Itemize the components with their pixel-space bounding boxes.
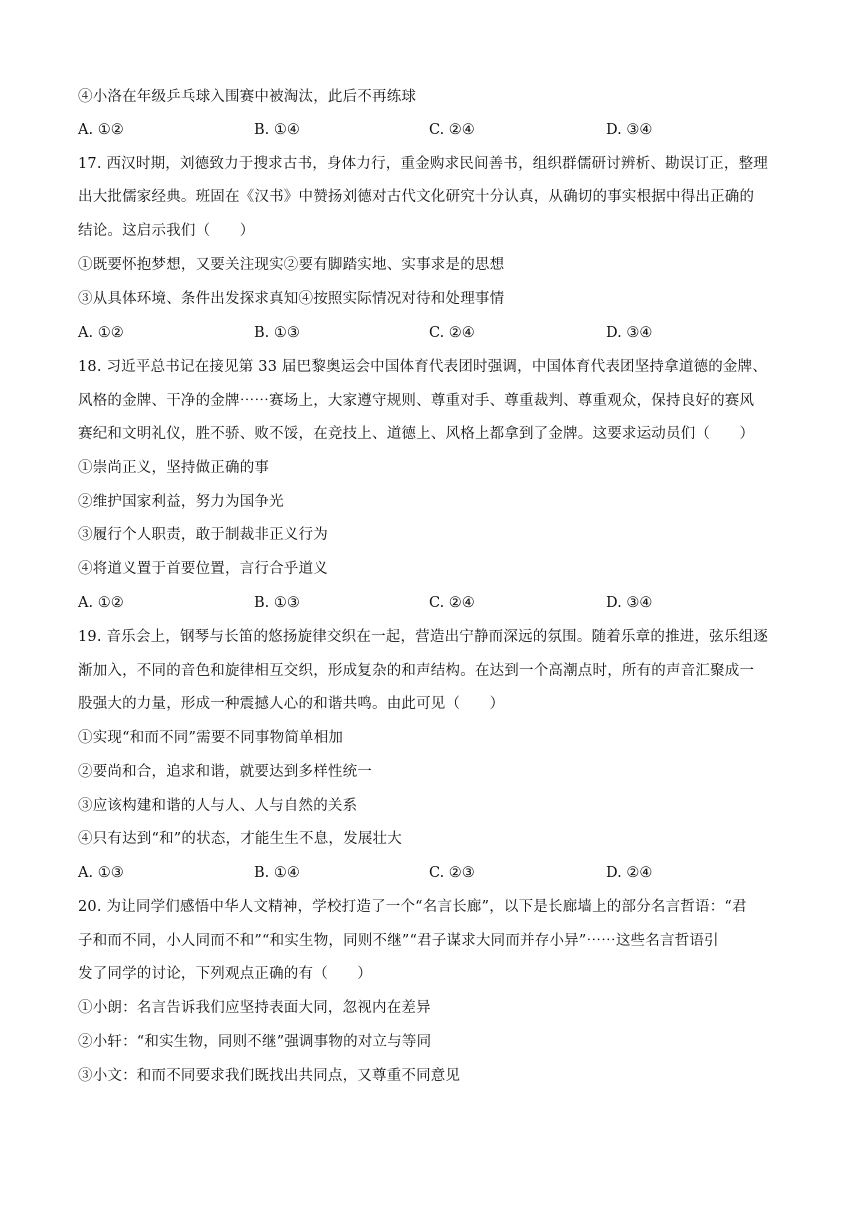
- q17-stem-line-1: 17. 西汉时期，刘德致力于搜求古书，身体力行，重金购求民间善书，组织群儒研讨辨析、勘误订正，整理: [78, 156, 768, 172]
- q19-option-b: B. ①④: [254, 865, 300, 881]
- q16-option-d: D. ③④: [606, 122, 653, 138]
- q17-statements-3-4: ③从具体环境、条件出发探求真知④按照实际情况对待和处理事情: [78, 291, 505, 307]
- q18-stem-line-1: 18. 习近平总书记在接见第 33 届巴黎奥运会中国体育代表团时强调，中国体育代表团坚持拿道德的金牌、: [78, 359, 768, 375]
- q20-statement-1: ①小朗：名言告诉我们应坚持表面大同，忽视内在差异: [78, 1000, 431, 1016]
- q18-statement-2: ②维护国家利益，努力为国争光: [78, 494, 284, 510]
- q19-statement-2: ②要尚和合，追求和谐，就要达到多样性统一: [78, 764, 372, 780]
- q16-options: [78, 120, 798, 140]
- q17-stem-line-3: 结论。这启示我们（ ）: [78, 223, 255, 239]
- q18-options: [78, 593, 798, 613]
- q19-options: [78, 863, 798, 883]
- q17-option-a: A. ①②: [78, 325, 124, 341]
- q19-stem-line-3: 股强大的力量，形成一种震撼人心的和谐共鸣。由此可见（ ）: [78, 696, 505, 712]
- q18-option-d: D. ③④: [606, 595, 653, 611]
- q16-option-c: C. ②④: [429, 122, 475, 138]
- q16-option-b: B. ①④: [254, 122, 300, 138]
- q17-statements-1-2: ①既要怀抱梦想，又要关注现实②要有脚踏实地、实事求是的思想: [78, 257, 505, 273]
- q18-option-a: A. ①②: [78, 595, 124, 611]
- q20-stem-line-3: 发了同学的讨论，下列观点正确的有（ ）: [78, 966, 372, 982]
- q18-option-b: B. ①③: [254, 595, 300, 611]
- q20-stem-line-2: 子和而不同，小人同而不和”“和实生物，同则不继”“君子谋求大同而并存小异”⋯⋯这些名言哲语引: [78, 933, 719, 949]
- q17-option-c: C. ②④: [429, 325, 475, 341]
- q18-stem-line-2: 风格的金牌、干净的金牌⋯⋯赛场上，大家遵守规则、尊重对手、尊重裁判、尊重观众，保持良好的赛风: [78, 393, 755, 409]
- q18-statement-3: ③履行个人职责，敢于制裁非正义行为: [78, 527, 328, 543]
- q18-option-c: C. ②④: [429, 595, 475, 611]
- q20-stem-line-1: 20. 为让同学们感悟中华人文精神，学校打造了一个“名言长廊”，以下是长廊墙上的部分名言哲语：“君: [78, 899, 747, 915]
- q17-option-d: D. ③④: [606, 325, 653, 341]
- q20-statement-2: ②小轩：“和实生物，同则不继”强调事物的对立与等同: [78, 1034, 432, 1050]
- q16-statement-4: ④小洛在年级乒乓球入围赛中被淘汰，此后不再练球: [78, 89, 417, 105]
- q19-statement-1: ①实现“和而不同”需要不同事物简单相加: [78, 730, 344, 746]
- q17-option-b: B. ①③: [254, 325, 300, 341]
- q19-stem-line-2: 渐加入，不同的音色和旋律相互交织，形成复杂的和声结构。在达到一个高潮点时，所有的声音汇聚成一: [78, 663, 755, 679]
- q19-option-d: D. ②④: [606, 865, 653, 881]
- q19-statement-4: ④只有达到“和”的状态，才能生生不息，发展壮大: [78, 831, 402, 847]
- q20-statement-3: ③小文：和而不同要求我们既找出共同点，又尊重不同意见: [78, 1068, 461, 1084]
- q18-statement-4: ④将道义置于首要位置，言行合乎道义: [78, 561, 328, 577]
- q19-option-a: A. ①③: [78, 865, 124, 881]
- q16-option-a: A. ①②: [78, 122, 124, 138]
- q18-statement-1: ①崇尚正义，坚持做正确的事: [78, 460, 270, 476]
- q17-options: [78, 323, 798, 343]
- q19-option-c: C. ②③: [429, 865, 475, 881]
- q18-stem-line-3: 赛纪和文明礼仪，胜不骄、败不馁，在竞技上、道德上、风格上都拿到了金牌。这要求运动员们（ ）: [78, 426, 755, 442]
- q19-statement-3: ③应该构建和谐的人与人、人与自然的关系: [78, 798, 358, 814]
- q17-stem-line-2: 出大批儒家经典。班固在《汉书》中赞扬刘德对古代文化研究十分认真，从确切的事实根据中得出正确的: [78, 189, 755, 205]
- q19-stem-line-1: 19. 音乐会上，钢琴与长笛的悠扬旋律交织在一起，营造出宁静而深远的氛围。随着乐章的推进，弦乐组逐: [78, 629, 768, 645]
